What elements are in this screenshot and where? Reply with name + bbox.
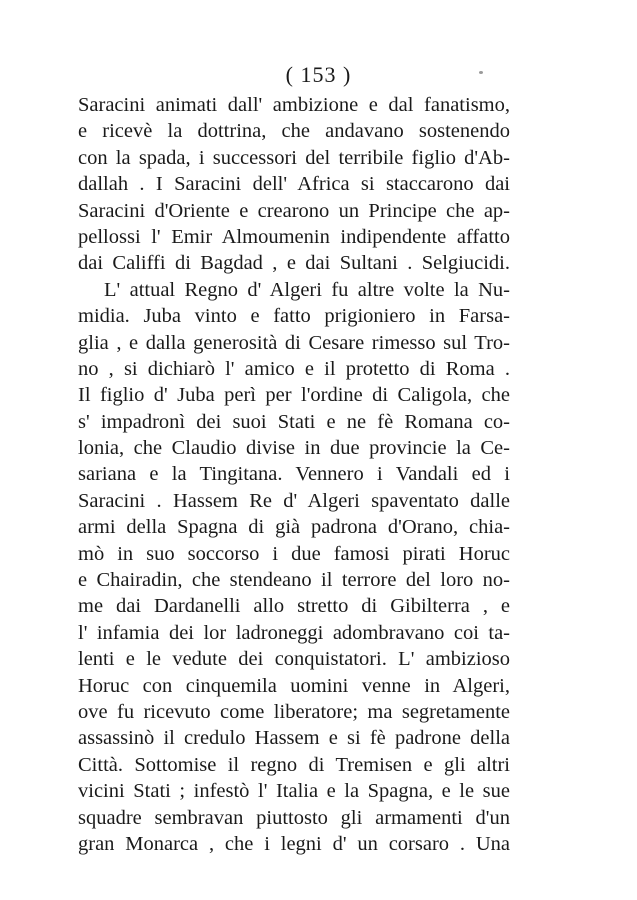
text-line: vicini Stati ; infestò l' Italia e la Spagna, e le sue: [78, 780, 510, 803]
text-line: Saracini d'Oriente e crearono un Principe che ap-: [78, 199, 510, 222]
text-line: con la spada, i successori del terribile figlio d'Ab-: [78, 146, 510, 169]
text-line: Saracini animati dall' ambizione e dal fanatismo,: [78, 94, 510, 116]
text-line: midia. Juba vinto e fatto prigioniero in Farsa-: [78, 305, 510, 328]
text-line: e ricevè la dottrina, che andavano sostenendo: [78, 120, 510, 143]
text-line: no , si dichiarò l' amico e il protetto di Roma .: [78, 357, 510, 380]
page-number: ( 153 ): [285, 62, 352, 87]
text-line: sariana e la Tingitana. Vennero i Vandali ed i: [78, 463, 510, 486]
text-line: L' attual Regno d' Algeri fu altre volte la Nu-: [104, 278, 510, 301]
text-line: squadre sembravan piuttosto gli armamenti d'un: [78, 806, 510, 829]
body-text: [78, 92, 510, 857]
text-line: mò in suo soccorso i due famosi pirati Horuc: [78, 542, 510, 565]
text-line: lenti e le vedute dei conquistatori. L' ambizioso: [78, 648, 510, 671]
text-line: glia , e dalla generosità di Cesare rimesso sul Tro-: [78, 331, 510, 354]
text-line: e Chairadin, che stendeano il terrore del loro no-: [78, 569, 510, 592]
text-line: lonia, che Claudio divise in due provincie la Ce-: [78, 437, 510, 460]
text-line: Horuc con cinquemila uomini venne in Algeri,: [78, 674, 510, 697]
text-line: s' impadronì dei suoi Stati e ne fè Romana co-: [78, 410, 510, 433]
text-line: pellossi l' Emir Almoumenin indipendente affatto: [78, 225, 510, 248]
text-line: ove fu ricevuto come liberatore; ma segretamente: [78, 700, 510, 723]
text-line: l' infamia dei lor ladroneggi adombravano coi ta-: [78, 621, 510, 644]
text-line: assassinò il credulo Hassem e si fè padrone della: [78, 727, 510, 750]
text-line: Il figlio d' Juba perì per l'ordine di Caligola, che: [78, 384, 510, 407]
text-line: Saracini . Hassem Re d' Algeri spaventato dalle: [78, 489, 510, 512]
text-line: Città. Sottomise il regno di Tremisen e gli altri: [78, 753, 510, 776]
text-line: me dai Dardanelli allo stretto di Gibilterra , e: [78, 595, 510, 618]
text-line: armi della Spagna di già padrona d'Orano, chia-: [78, 516, 510, 539]
text-line: dai Califfi di Bagdad , e dai Sultani . Selgiucidi.: [78, 252, 510, 275]
text-line: gran Monarca , che i legni d' un corsaro . Una: [78, 832, 510, 855]
text-line: dallah . I Saracini dell' Africa si staccarono dai: [78, 173, 510, 196]
ink-spot: [479, 71, 483, 74]
